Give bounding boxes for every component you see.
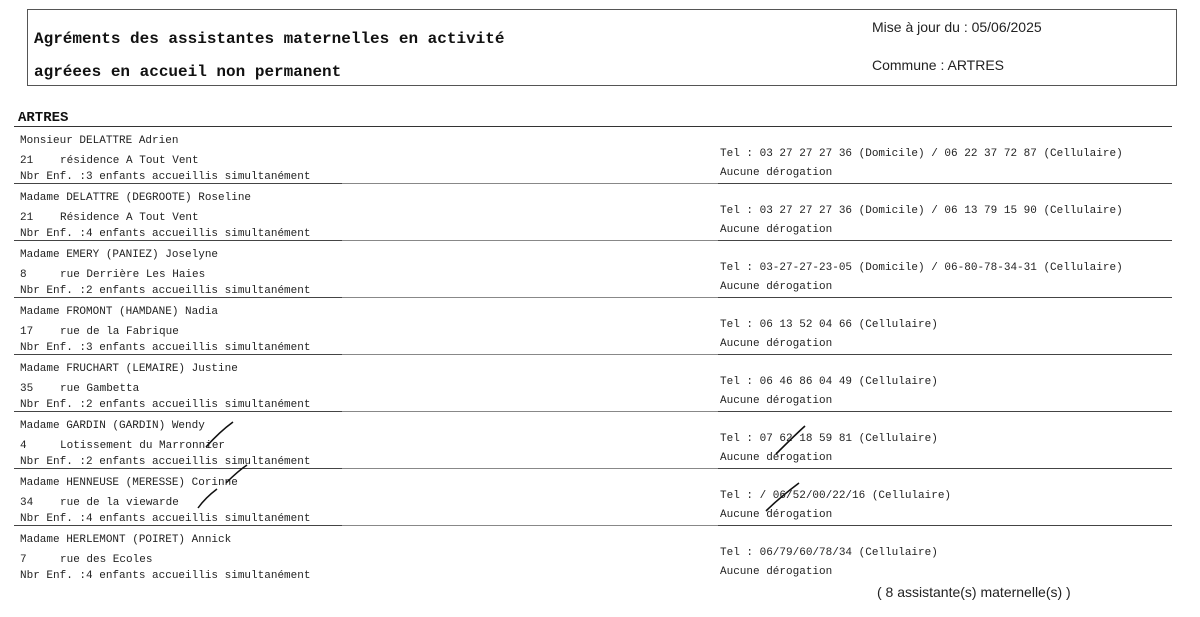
row-divider-left <box>14 297 342 298</box>
total-count: ( 8 assistante(s) maternelle(s) ) <box>877 584 1071 600</box>
row-divider-right <box>718 297 1172 298</box>
address-number: 21 <box>20 212 34 224</box>
address-number: 7 <box>20 554 27 566</box>
derogation-status: Aucune dérogation <box>720 281 833 293</box>
row-divider-left <box>14 354 342 355</box>
address-number: 21 <box>20 155 34 167</box>
list-item <box>0 128 1200 185</box>
pen-mark <box>763 480 803 514</box>
assistant-name: Monsieur DELATTRE Adrien <box>20 135 179 147</box>
address-number: 8 <box>20 269 27 281</box>
assistant-address <box>20 155 199 167</box>
assistant-address <box>20 440 225 452</box>
row-divider-right <box>718 411 1172 412</box>
address-number: 17 <box>20 326 34 338</box>
assistant-address <box>20 497 179 509</box>
children-capacity: Nbr Enf. :2 enfants accueillis simultanément <box>20 399 311 411</box>
children-capacity: Nbr Enf. :2 enfants accueillis simultanément <box>20 285 311 297</box>
row-divider-left <box>14 468 342 469</box>
children-capacity: Nbr Enf. :4 enfants accueillis simultanément <box>20 570 311 582</box>
address-number: 4 <box>20 440 27 452</box>
row-divider-left <box>14 183 342 184</box>
assistant-address <box>20 269 205 281</box>
assistant-address <box>20 326 179 338</box>
address-number: 34 <box>20 497 34 509</box>
assistant-name: Madame HERLEMONT (POIRET) Annick <box>20 534 232 546</box>
derogation-status: Aucune dérogation <box>720 167 833 179</box>
address-street: rue des Ecoles <box>60 554 153 566</box>
derogation-status: Aucune dérogation <box>720 566 833 578</box>
address-number: 35 <box>20 383 34 395</box>
address-street: rue Gambetta <box>60 383 140 395</box>
document-subtitle: agréees en accueil non permanent <box>34 63 342 81</box>
phone-number: Tel : 03 27 27 27 36 (Domicile) / 06 22 37 72 87 (Cellulaire) <box>720 148 1123 160</box>
address-street: rue Derrière Les Haies <box>60 269 206 281</box>
pen-mark <box>223 463 251 485</box>
row-divider-left <box>14 525 342 526</box>
children-capacity: Nbr Enf. :4 enfants accueillis simultanément <box>20 513 311 525</box>
children-capacity: Nbr Enf. :2 enfants accueillis simultanément <box>20 456 311 468</box>
pen-mark <box>195 486 221 510</box>
assistant-name: Madame DELATTRE (DEGROOTE) Roseline <box>20 192 252 204</box>
list-item <box>0 470 1200 527</box>
row-divider-right <box>718 240 1172 241</box>
list-item <box>0 242 1200 299</box>
address-street: Lotissement du Marronnier <box>60 440 226 452</box>
list-item <box>0 356 1200 413</box>
derogation-status: Aucune dérogation <box>720 452 833 464</box>
children-capacity: Nbr Enf. :3 enfants accueillis simultanément <box>20 342 311 354</box>
phone-number: Tel : / 06/52/00/22/16 (Cellulaire) <box>720 490 952 502</box>
phone-number: Tel : 06 13 52 04 66 (Cellulaire) <box>720 319 938 331</box>
document-title: Agréments des assistantes maternelles en activité <box>34 30 505 48</box>
assistant-name: Madame GARDIN (GARDIN) Wendy <box>20 420 205 432</box>
row-divider-left <box>14 411 342 412</box>
address-street: rue de la viewarde <box>60 497 179 509</box>
phone-number: Tel : 06 46 86 04 49 (Cellulaire) <box>720 376 938 388</box>
pen-mark <box>773 423 809 457</box>
phone-number: Tel : 03-27-27-23-05 (Domicile) / 06-80-78-34-31 (Cellulaire) <box>720 262 1123 274</box>
assistant-name: Madame HENNEUSE (MERESSE) Corinne <box>20 477 238 489</box>
children-capacity: Nbr Enf. :3 enfants accueillis simultanément <box>20 171 311 183</box>
derogation-status: Aucune dérogation <box>720 509 833 521</box>
list-item <box>0 527 1200 584</box>
children-capacity: Nbr Enf. :4 enfants accueillis simultanément <box>20 228 311 240</box>
assistant-name: Madame FROMONT (HAMDANE) Nadia <box>20 306 219 318</box>
list-item <box>0 413 1200 470</box>
derogation-status: Aucune dérogation <box>720 224 833 236</box>
row-divider-left <box>14 240 342 241</box>
address-street: résidence A Tout Vent <box>60 155 199 167</box>
assistant-name: Madame EMERY (PANIEZ) Joselyne <box>20 249 219 261</box>
section-title: ARTRES <box>18 110 69 126</box>
derogation-status: Aucune dérogation <box>720 338 833 350</box>
section-divider <box>14 126 1172 127</box>
commune-label: Commune : ARTRES <box>872 57 1005 73</box>
assistant-address <box>20 554 152 566</box>
assistant-name: Madame FRUCHART (LEMAIRE) Justine <box>20 363 238 375</box>
assistant-address <box>20 212 199 224</box>
row-divider-right <box>718 354 1172 355</box>
address-street: Résidence A Tout Vent <box>60 212 199 224</box>
assistant-address <box>20 383 139 395</box>
row-divider-right <box>718 468 1172 469</box>
list-item <box>0 299 1200 356</box>
list-item <box>0 185 1200 242</box>
row-divider-right <box>718 183 1172 184</box>
update-date: Mise à jour du : 05/06/2025 <box>872 19 1042 35</box>
phone-number: Tel : 06/79/60/78/34 (Cellulaire) <box>720 547 938 559</box>
phone-number: Tel : 03 27 27 27 36 (Domicile) / 06 13 79 15 90 (Cellulaire) <box>720 205 1123 217</box>
pen-mark <box>200 420 240 450</box>
row-divider-right <box>718 525 1172 526</box>
phone-number: Tel : 07 62 18 59 81 (Cellulaire) <box>720 433 938 445</box>
address-street: rue de la Fabrique <box>60 326 179 338</box>
derogation-status: Aucune dérogation <box>720 395 833 407</box>
